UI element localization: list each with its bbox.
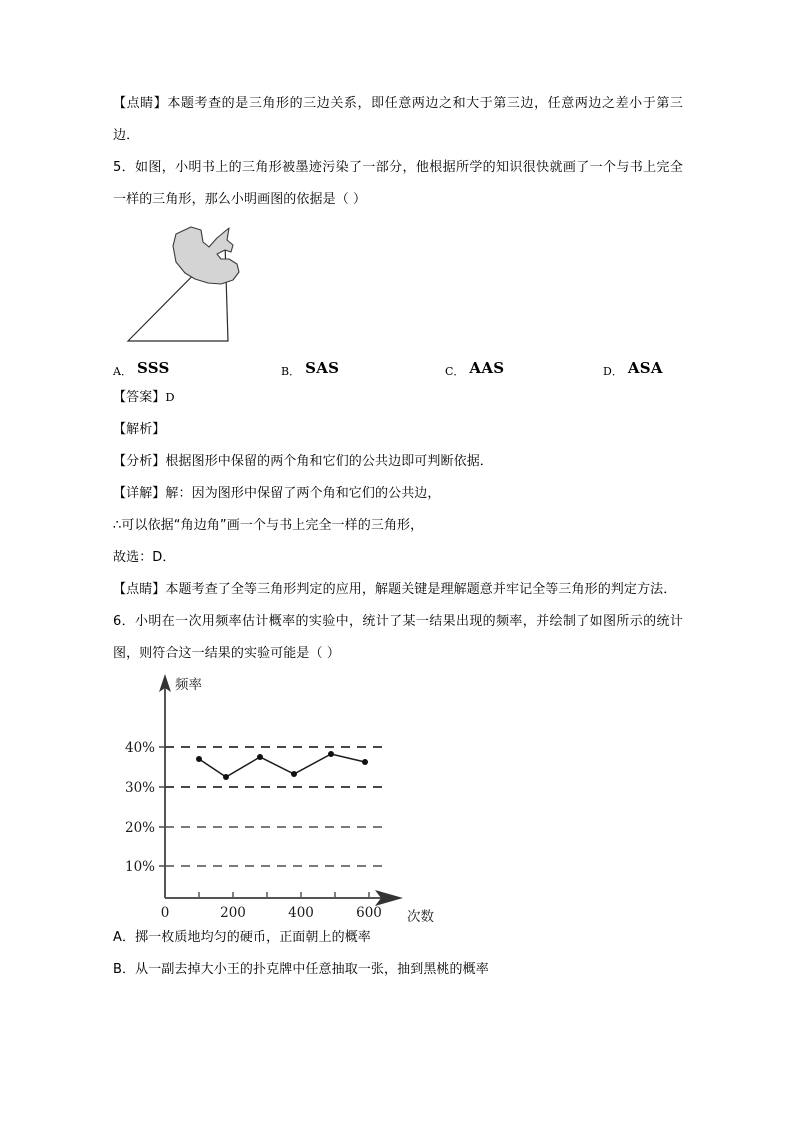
analysis-block-q5: 【分析】根据图形中保留的两个角和它们的公共边即可判断依据． xyxy=(113,454,493,469)
data-point xyxy=(291,771,297,777)
question-6-stem: 6．小明在一次用频率估计概率的实验中，统计了某一结果出现的频率，并绘制了如图所示的统计图，则符合这一结果的实验可能是（ ） xyxy=(113,614,683,661)
frequency-line-chart-svg xyxy=(113,670,683,922)
y-tick-label-20: 20% xyxy=(124,820,155,836)
option-c-value: AAS xyxy=(469,359,505,377)
x-axis-title: 次数 xyxy=(407,909,434,922)
data-point xyxy=(328,751,334,757)
answer-label: 【答案】 xyxy=(113,390,166,405)
option-b-value: SAS xyxy=(305,359,340,377)
tip-block-q5: 【点睛】本题考查了全等三角形判定的应用，解题关键是理解题意并牢记全等三角形的判定方法． xyxy=(113,582,677,597)
question-5-stem: 5．如图，小明书上的三角形被墨迹污染了一部分，他根据所学的知识很快就画了一个与书上完全一样的三角形，那么小明画图的依据是（ ） xyxy=(113,160,683,207)
inkblot-triangle-svg xyxy=(113,216,683,351)
answer-block-q5 xyxy=(113,381,683,414)
ink-blot-shape xyxy=(173,227,239,284)
option-d-label: D． xyxy=(603,365,623,378)
x-tick-label-0: 0 xyxy=(160,905,170,921)
option-a[interactable] xyxy=(113,361,170,379)
y-tick-label-10: 10% xyxy=(124,859,155,875)
x-tick-label-400: 400 xyxy=(288,905,314,921)
figure-inkblot-triangle xyxy=(113,216,683,351)
page-content xyxy=(113,88,683,986)
data-point xyxy=(257,754,263,760)
option-a-label: A． xyxy=(113,365,132,378)
option-d-value: ASA xyxy=(627,359,663,377)
detail-block-q5-line3: 故选：D． xyxy=(113,550,176,565)
x-tick-label-200: 200 xyxy=(220,905,246,921)
detail-block-q5-line2: ∴可以依据“角边角”画一个与书上完全一样的三角形， xyxy=(113,518,424,533)
data-point xyxy=(362,759,368,765)
data-line xyxy=(199,754,365,777)
question-6-option-b: B．从一副去掉大小王的扑克牌中任意抽取一张，抽到黑桃的概率 xyxy=(113,962,489,977)
option-a-value: SSS xyxy=(136,359,170,377)
option-c-label: C． xyxy=(445,365,465,378)
data-point xyxy=(196,756,202,762)
option-c[interactable] xyxy=(445,361,504,379)
y-axis-title: 频率 xyxy=(175,677,202,693)
answer-value: D xyxy=(165,390,175,404)
x-tick-label-600: 600 xyxy=(356,905,382,921)
option-b-label: B． xyxy=(281,365,301,378)
figure-frequency-chart xyxy=(113,670,683,922)
analysis-header-q5: 【解析】 xyxy=(113,422,166,437)
y-tick-label-30: 30% xyxy=(124,780,155,796)
detail-block-q5-line1: 【详解】解：因为图形中保留了两个角和它们的公共边， xyxy=(113,486,441,501)
tip-block-q4: 【点睛】本题考查的是三角形的三边关系，即任意两边之和大于第三边，任意两边之差小于第三边． xyxy=(113,96,683,143)
data-point xyxy=(223,774,229,780)
question-6-option-a: A．掷一枚质地均匀的硬币，正面朝上的概率 xyxy=(113,930,371,945)
y-tick-label-40: 40% xyxy=(124,740,155,756)
option-d[interactable] xyxy=(603,361,663,379)
option-b[interactable] xyxy=(281,361,339,379)
question-5-options xyxy=(113,351,683,381)
